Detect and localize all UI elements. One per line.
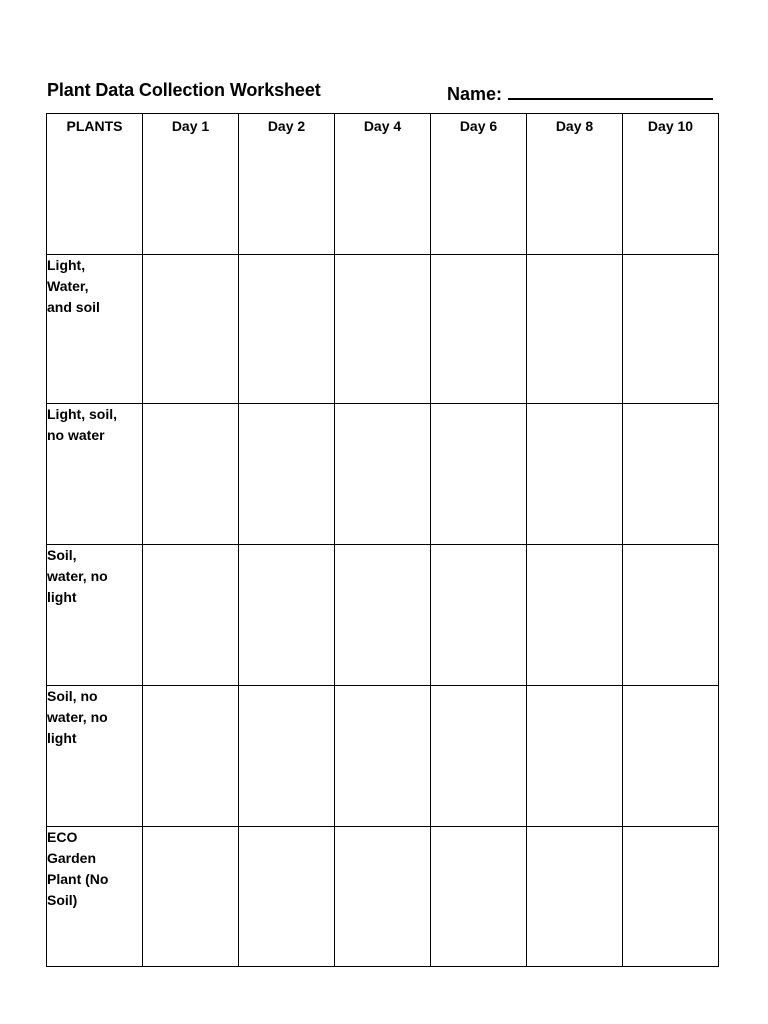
- row-label-line: and soil: [47, 299, 100, 315]
- data-cell[interactable]: [431, 827, 527, 967]
- data-cell[interactable]: [623, 255, 719, 404]
- row-label-line: Light,: [47, 257, 86, 273]
- row-label-line: Garden: [47, 850, 97, 866]
- data-cell[interactable]: [527, 686, 623, 827]
- data-cell[interactable]: [335, 827, 431, 967]
- data-cell[interactable]: [431, 545, 527, 686]
- row-label-line: water, no: [47, 568, 108, 584]
- name-field[interactable]: [447, 80, 713, 105]
- data-cell[interactable]: [239, 255, 335, 404]
- data-cell[interactable]: [239, 686, 335, 827]
- row-label-soil-water-no-light: [47, 545, 143, 686]
- table-row: [47, 404, 719, 545]
- data-cell[interactable]: [431, 255, 527, 404]
- row-label-line: water, no: [47, 709, 108, 725]
- row-label-line: light: [47, 730, 77, 746]
- data-cell[interactable]: [143, 686, 239, 827]
- row-label-line: Soil, no: [47, 688, 98, 704]
- row-label-line: Soil,: [47, 547, 77, 563]
- row-label-soil-no-water-no-light: [47, 686, 143, 827]
- data-cell[interactable]: [335, 545, 431, 686]
- row-label-line: no water: [47, 427, 105, 443]
- column-header-day-4: Day 4: [335, 114, 431, 255]
- row-label-line: light: [47, 589, 77, 605]
- data-cell[interactable]: [431, 404, 527, 545]
- row-label-line: Soil): [47, 892, 78, 908]
- table-row: [47, 255, 719, 404]
- row-label-line: Water,: [47, 278, 89, 294]
- name-label: Name:: [447, 84, 503, 104]
- row-label-line: ECO: [47, 829, 78, 845]
- data-cell[interactable]: [143, 827, 239, 967]
- plant-data-table: [46, 113, 719, 967]
- row-label-light-water-soil: [47, 255, 143, 404]
- table-row: [47, 827, 719, 967]
- table-row: [47, 545, 719, 686]
- data-cell[interactable]: [527, 827, 623, 967]
- column-header-day-8: Day 8: [527, 114, 623, 255]
- row-label-line: Plant (No: [47, 871, 109, 887]
- name-blank-line[interactable]: [508, 80, 713, 100]
- data-cell[interactable]: [143, 255, 239, 404]
- data-cell[interactable]: [623, 827, 719, 967]
- column-header-day-1: Day 1: [143, 114, 239, 255]
- worksheet-title: Plant Data Collection Worksheet: [47, 80, 321, 100]
- row-label-light-soil-no-water: [47, 404, 143, 545]
- data-cell[interactable]: [623, 404, 719, 545]
- column-header-day-10: Day 10: [623, 114, 719, 255]
- data-cell[interactable]: [239, 404, 335, 545]
- column-header-day-6: Day 6: [431, 114, 527, 255]
- data-cell[interactable]: [527, 255, 623, 404]
- data-cell[interactable]: [431, 686, 527, 827]
- data-cell[interactable]: [143, 404, 239, 545]
- data-cell[interactable]: [143, 545, 239, 686]
- data-cell[interactable]: [623, 686, 719, 827]
- data-cell[interactable]: [239, 545, 335, 686]
- data-cell[interactable]: [527, 545, 623, 686]
- row-label-eco-garden-plant: [47, 827, 143, 967]
- data-cell[interactable]: [239, 827, 335, 967]
- column-header-plants: PLANTS: [47, 114, 143, 255]
- data-cell[interactable]: [335, 404, 431, 545]
- row-label-line: Light, soil,: [47, 406, 117, 422]
- header-row: [47, 114, 719, 255]
- column-header-day-2: Day 2: [239, 114, 335, 255]
- data-cell[interactable]: [335, 686, 431, 827]
- data-cell[interactable]: [623, 545, 719, 686]
- data-cell[interactable]: [527, 404, 623, 545]
- data-cell[interactable]: [335, 255, 431, 404]
- table-row: [47, 686, 719, 827]
